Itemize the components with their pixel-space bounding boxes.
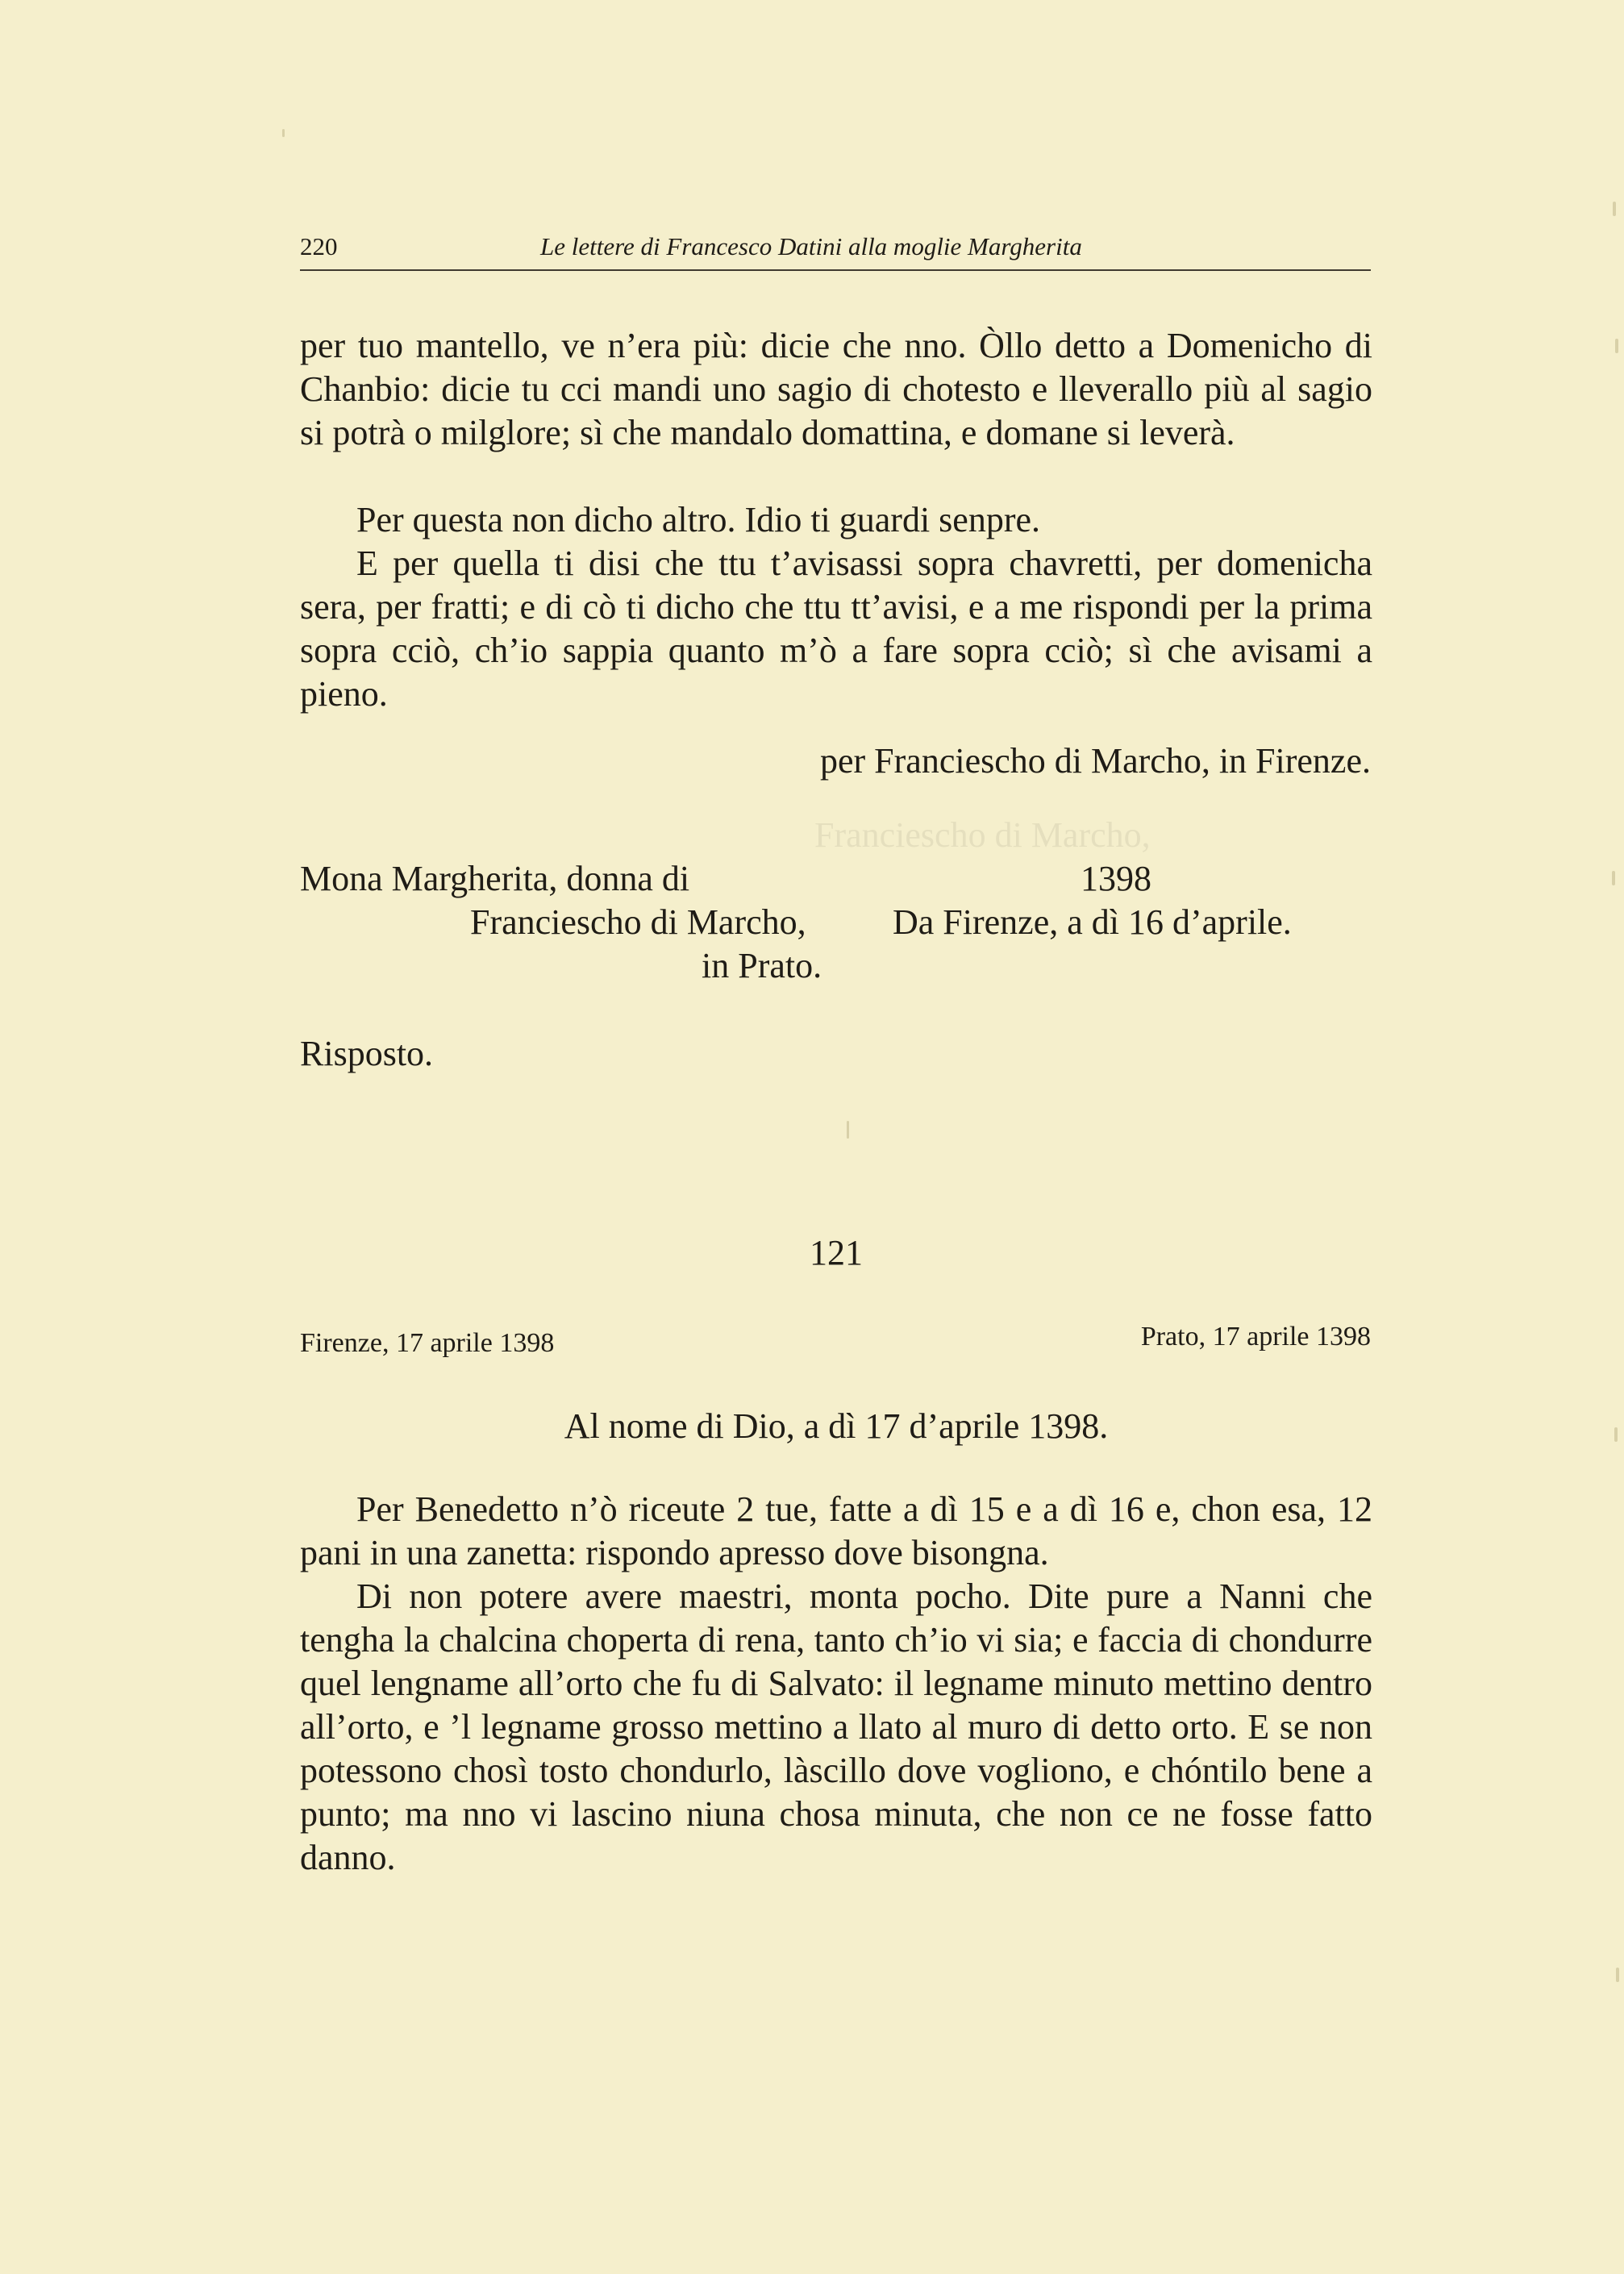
- running-title: Le lettere di Francesco Datini alla moglie Margherita: [540, 232, 1082, 260]
- address-line-3: in Prato.: [702, 946, 822, 985]
- paper-speck: [847, 1121, 849, 1139]
- address-line-2: Franciescho di Marcho,: [470, 902, 806, 942]
- annotation-year: 1398: [1081, 859, 1151, 898]
- letter-121-paragraph-1: Per Benedetto n’ò riceute 2 tue, fatte a dì 15 e a dì 16 e, chon esa, 12 pani in una zanetta: rispondo apresso dove bisongna.: [300, 1489, 1372, 1572]
- letter-121-received: Prato, 17 aprile 1398: [1140, 1322, 1371, 1351]
- paper-edge-mark: [1614, 1427, 1618, 1442]
- letter-120-signature: per Franciescho di Marcho, in Firenze.: [820, 741, 1371, 781]
- paper-edge-mark: [1616, 1968, 1619, 1982]
- letter-120-paragraph-2: Per questa non dicho altro. Idio ti guardi senpre.: [356, 500, 1041, 539]
- paper-speck: [282, 129, 285, 137]
- address-line-1: Mona Margherita, donna di: [300, 859, 690, 898]
- letter-120-paragraph-1: per tuo mantello, ve n’era più: dicie che nno. Òllo detto a Domenicho di Chanbio: dicie tu cci mandi uno sagio di chotesto e lleverallo più al sagio si potrà o milglore; sì che mandalo domattina, e domane si leverà.: [300, 326, 1372, 452]
- paper-edge-mark: [1613, 202, 1616, 216]
- paper-edge-mark: [1615, 339, 1618, 353]
- letter-121-paragraph-2: Di non potere avere maestri, monta pocho. Dite pure a Nanni che tengha la chalcina choperta di rena, tanto ch’io vi sia; e faccia di chondurre quel lengname all’orto che fu di Salvato: il legname minuto mettino dentro all’orto, e ’l legname grosso mettino a llato al muro di detto orto. E se non potessono chosì tosto chondurlo, làscillo dove vogliono, e chóntilo bene a punto; ma nno vi lascino niuna chosa minuta, che non ce ne fosse fatto danno.: [300, 1576, 1372, 1877]
- running-head: [300, 229, 1371, 271]
- page-number: 220: [300, 232, 338, 260]
- annotation-place-date: Da Firenze, a dì 16 d’aprile.: [893, 902, 1292, 942]
- letter-121-sent: Firenze, 17 aprile 1398: [300, 1328, 555, 1358]
- response-note: Risposto.: [300, 1034, 434, 1073]
- letter-121-number: 121: [810, 1233, 863, 1272]
- letter-121-opening: Al nome di Dio, a dì 17 d’aprile 1398.: [564, 1406, 1109, 1446]
- bleed-through: Franciescho di Marcho,: [814, 815, 1151, 855]
- paper-edge-mark: [1612, 871, 1615, 885]
- letter-120-paragraph-3: E per quella ti disi che ttu t’avisassi sopra chavretti, per domenicha sera, per fratti; e di cò ti dicho che ttu tt’avisi, e a me rispondi per la prima sopra cciò, ch’io sappia quanto m’ò a fare sopra cciò; sì che avisami a pieno.: [300, 544, 1372, 714]
